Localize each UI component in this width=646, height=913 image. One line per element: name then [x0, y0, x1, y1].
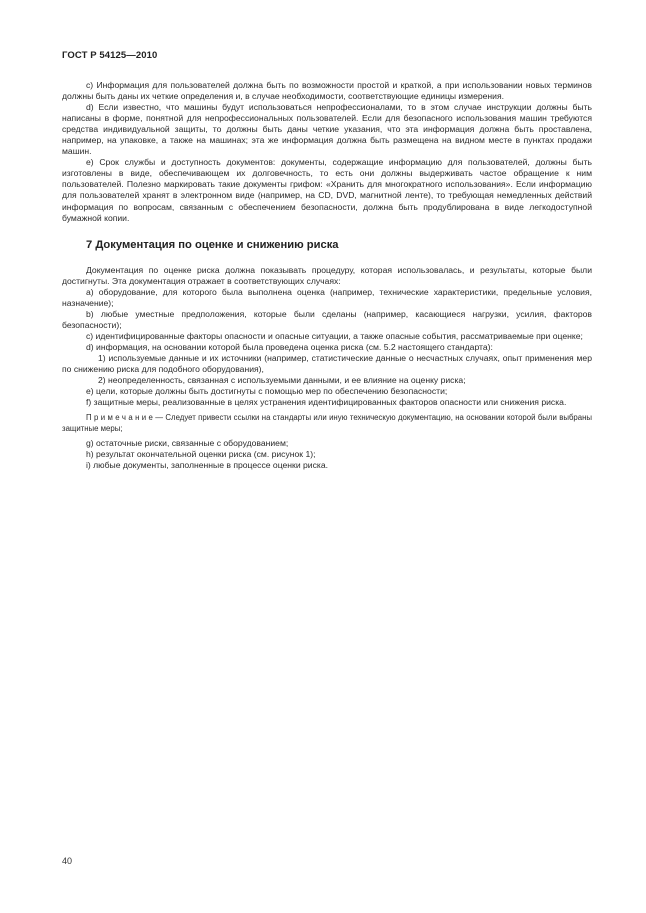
section-intro: Документация по оценке риска должна показывать процедуру, которая использовалась, и результаты, которые были достигнуты. Эта документация отражает в соответствующих случаях:: [62, 264, 592, 286]
section-heading: 7 Документация по оценке и снижению риска: [86, 238, 339, 251]
standard-header: ГОСТ Р 54125—2010: [62, 50, 158, 61]
list-item-d: d) информация, на основании которой была проведена оценка риска (см. 5.2 настоящего стандарта):: [86, 341, 493, 352]
list-item-c: c) идентифицированные факторы опасности и опасные ситуации, а также опасные события, рассматриваемые при оценке;: [86, 330, 583, 341]
note-text: П р и м е ч а н и е — Следует привести ссылки на стандарты или иную техническую документацию, на основании которой были выбраны защитные меры;: [62, 413, 592, 433]
list-item-f: f) защитные меры, реализованные в целях устранения идентифицированных факторов опасности или снижения риска.: [86, 397, 567, 408]
list-item-e: e) цели, которые должны быть достигнуты с помощью мер по обеспечению безопасности;: [86, 386, 448, 397]
page-number: 40: [62, 856, 73, 866]
list-item-i: i) любые документы, заполненные в процессе оценки риска.: [86, 459, 328, 470]
sub-item-1: 1) используемые данные и их источники (например, статистические данные о несчастных случаях, опыт применения мер по снижению риска для подобного оборудования),: [62, 352, 592, 375]
list-item-g: g) остаточные риски, связанные с оборудованием;: [86, 437, 289, 448]
list-item-a: a) оборудование, для которого была выполнена оценка (например, технические характеристики, предельные условия, назначение);: [62, 286, 592, 308]
paragraph-e: e) Срок службы и доступность документов: документы, содержащие информацию для пользователей, должны быть изготовлены в виде, обеспечивающем их долговечность, то есть они должны выдерживать частое обращение к ним пользователей. Полезно маркировать такие документы грифом: «Хранить для многократного использования». Если информацию для пользователей хранят в электронном виде (например, на CD, DVD, магнитной ленте), то требующая немедленных действий информация по вопросам, связанным с обеспечением безопасности, должна быть продублирована в виде легкодоступной бумажной копии.: [62, 157, 592, 223]
list-item-b: b) любые уместные предположения, которые были сделаны (например, касающиеся нагрузки, усилия, факторов безопасности);: [62, 308, 592, 330]
paragraph-d: d) Если известно, что машины будут использоваться непрофессионалами, то в этом случае инструкции должны быть написаны в форме, понятной для непрофессиональных пользователей. Если для безопасного использования машин требуются средства индивидуальной защиты, то должны быть даны четкие указания, что эта информация должна быть проставлена, например, на упаковке, а также на машинах; эта же информация должна быть размещена на видном месте в пунктах продажи машин.: [62, 102, 592, 157]
list-item-h: h) результат окончательной оценки риска (см. рисунок 1);: [86, 448, 316, 459]
document-body: [62, 80, 592, 471]
paragraph-c: c) Информация для пользователей должна быть по возможности простой и краткой, а при использовании новых терминов должны быть даны их четкие определения и, в случае необходимости, соответствующие единицы измерения.: [62, 80, 592, 102]
sub-item-2: 2) неопределенность, связанная с используемыми данными, и ее влияние на оценку риска;: [98, 375, 466, 386]
